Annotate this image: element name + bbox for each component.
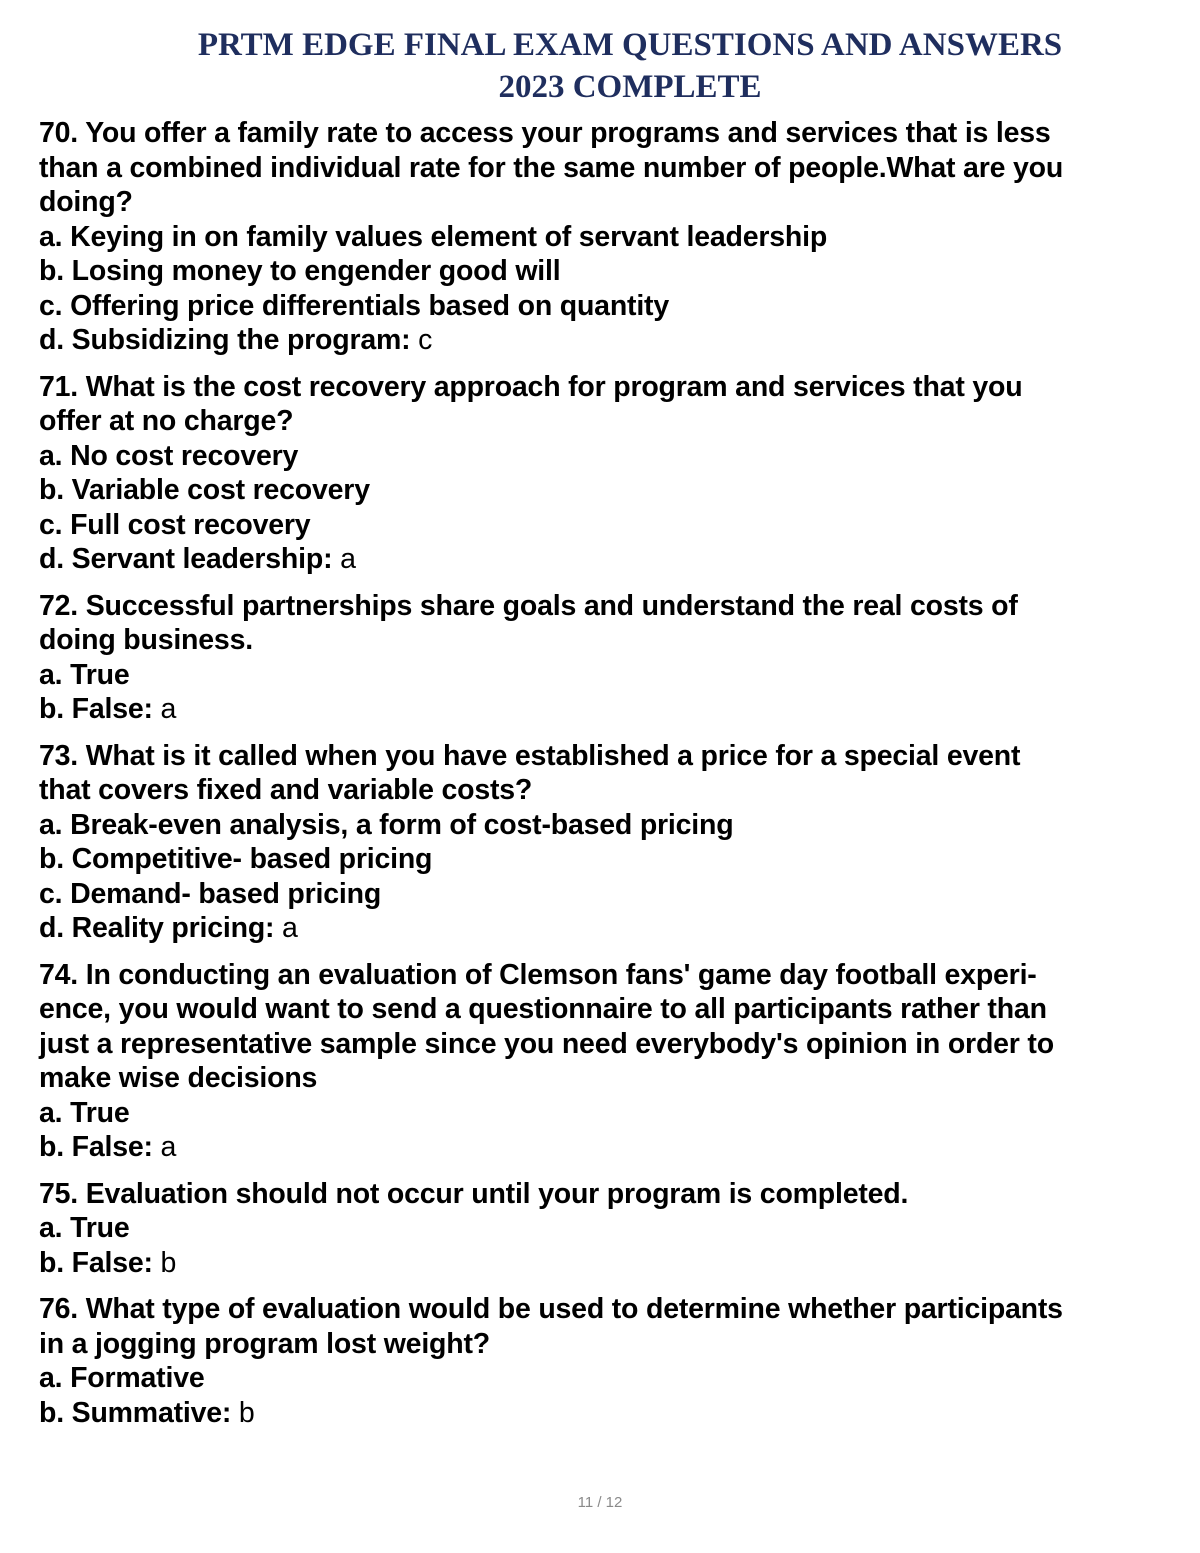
question-text-line: 71. What is the cost recovery approach for program and services that you [39,370,1023,403]
question-75 [39,1177,1174,1281]
page-number: 11 / 12 [577,1494,623,1511]
answer-option: c. Demand- based pricing [39,877,382,910]
question-list [39,116,1174,1442]
answer-option-label: d. Servant leadership: [39,543,333,575]
question-70 [39,116,1174,358]
document-title-line-1: PRTM EDGE FINAL EXAM QUESTIONS AND ANSWERS [197,27,1063,63]
answer-option: a. Keying in on family values element of servant leadership [39,220,828,253]
question-text-line: than a combined individual rate for the same number of people.What are you [39,151,1064,184]
question-text-line: 73. What is it called when you have established a price for a special event [39,739,1021,772]
answer-option-last [39,692,1174,727]
answer-option: a. True [39,1212,130,1244]
answer-option-label: b. False: [39,1131,153,1163]
answer-option-label: b. False: [39,693,153,725]
answer-option: b. Competitive- based pricing [39,843,433,875]
answer-option-last [39,323,1174,358]
answer-option-label: d. Reality pricing: [39,912,275,944]
question-74 [39,958,1174,1165]
answer-option: b. Variable cost recovery [39,474,370,506]
answer-option-last [39,1130,1174,1165]
answer-option: c. Full cost recovery [39,508,311,541]
answer-option-label: b. Summative: [39,1396,232,1429]
question-text-line: 76. What type of evaluation would be used to determine whether participants [39,1293,1063,1325]
answer-option: a. No cost recovery [39,439,299,472]
answer-option: b. Losing money to engender good will [39,255,561,287]
answer-option-label: b. False: [39,1246,153,1279]
answer-option-last [39,542,1174,577]
correct-answer: a [340,543,356,575]
answer-option: a. True [39,658,130,691]
correct-answer: a [160,1131,177,1163]
correct-answer: b [238,1396,255,1429]
correct-answer: c [418,324,433,356]
answer-option: c. Offering price differentials based on quantity [39,289,669,322]
correct-answer: b [160,1246,177,1279]
answer-option-last [39,1246,1174,1281]
question-text-line: ence, you would want to send a questionnaire to all participants rather than [39,993,1047,1025]
question-76 [39,1292,1174,1430]
document-title [60,24,1200,108]
question-text-line: 70. You offer a family rate to access your programs and services that is less [39,117,1051,149]
question-text-line: just a representative sample since you need everybody's opinion in order to [39,1027,1054,1060]
question-text-line: 72. Successful partnerships share goals and understand the real costs of [39,589,1018,622]
correct-answer: a [282,912,298,944]
answer-option: a. True [39,1096,130,1129]
question-text-line: in a jogging program lost weight? [39,1327,490,1360]
answer-option-last [39,1396,1174,1431]
question-text-line: 75. Evaluation should not occur until your program is completed. [39,1177,909,1210]
question-text-line: offer at no charge? [39,405,294,437]
question-text-line: doing? [39,186,133,218]
document-title-line-2: 2023 COMPLETE [498,69,762,105]
answer-option: a. Break-even analysis, a form of cost-based pricing [39,808,734,841]
question-text-line: doing business. [39,624,253,656]
correct-answer: a [160,693,177,725]
answer-option: a. Formative [39,1362,205,1394]
question-73 [39,739,1174,946]
question-71 [39,370,1174,577]
question-text-line: 74. In conducting an evaluation of Clemson fans' game day football experi- [39,958,1037,991]
question-text-line: make wise decisions [39,1062,318,1094]
question-text-line: that covers fixed and variable costs? [39,774,533,806]
answer-option-last [39,911,1174,946]
question-72 [39,589,1174,727]
answer-option-label: d. Subsidizing the program: [39,324,411,356]
